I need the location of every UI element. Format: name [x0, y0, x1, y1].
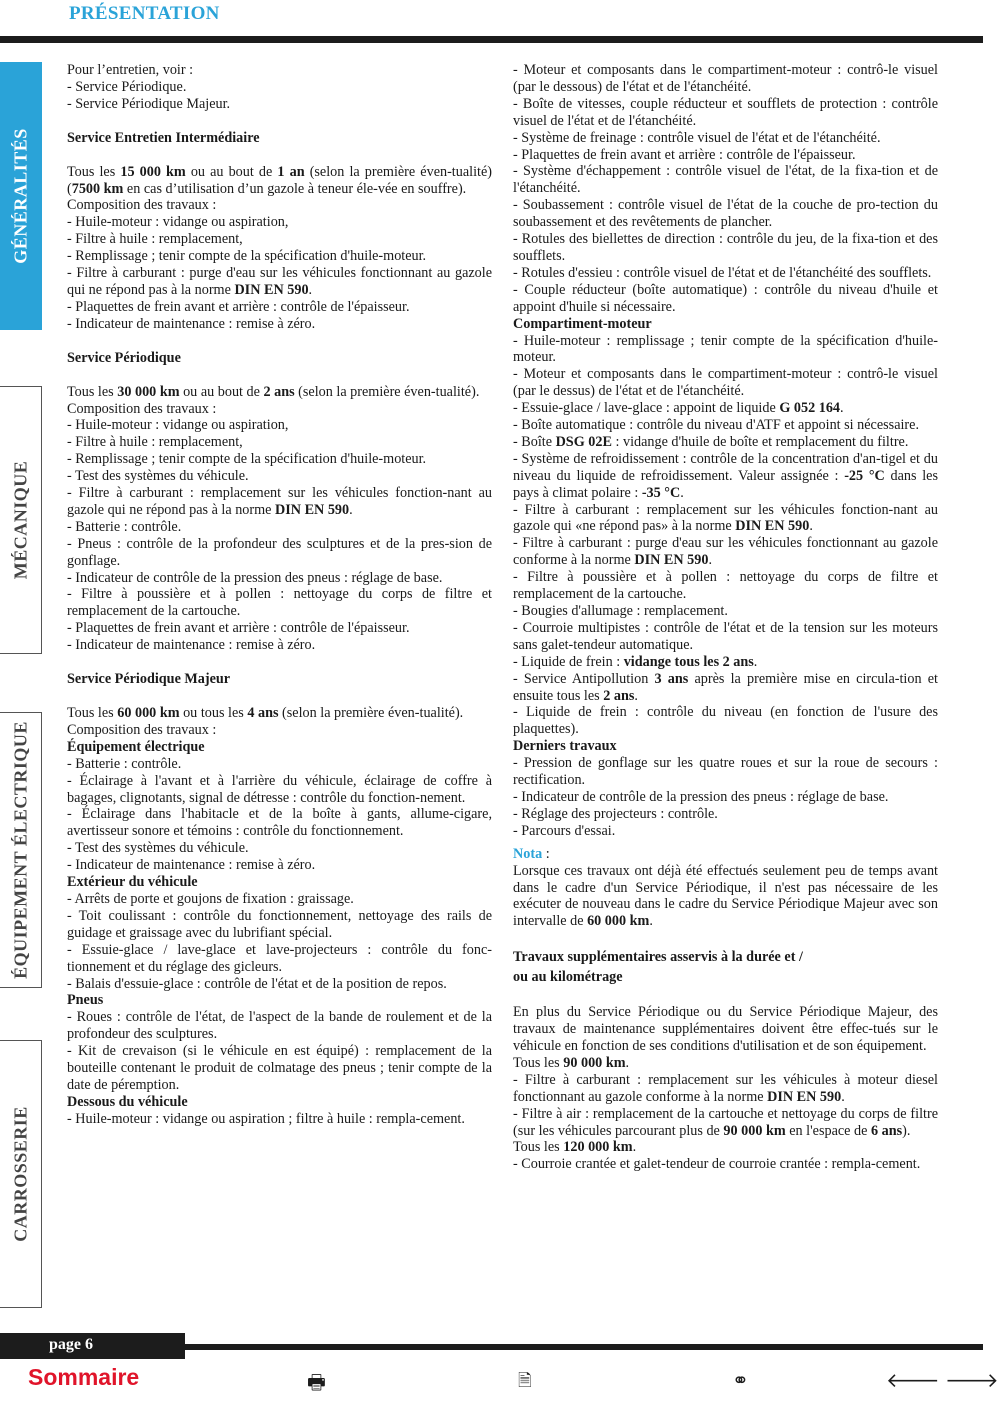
list-item: - Toit coulissant : contrôle du fonctionnement, nettoyage des rails de guidage et graissage avec du lubrifiant spécial.	[67, 907, 492, 941]
travaux-supp-title-1: Travaux supplémentaires asservis à la durée et /	[513, 949, 803, 966]
service-majeur-composition: Composition des travaux :	[67, 721, 217, 738]
list-item: - Indicateur de contrôle de la pression des pneus : réglage de base.	[67, 569, 443, 586]
list-item: - Plaquettes de frein avant et arrière : contrôle de l'épaisseur.	[513, 146, 856, 163]
list-item: - Moteur et composants dans le compartiment-moteur : contrô-le visuel (par le dessous) de l'état et de l'étanchéité.	[513, 62, 938, 95]
list-item: - Courroie multipistes : contrôle de l'état et de la tension sur les moteurs sans galet-tendeur automatique.	[513, 619, 938, 653]
list-item: Composition des travaux :	[67, 197, 217, 214]
list-item: - Huile-moteur : vidange ou aspiration,	[67, 214, 289, 231]
list-item: - Boîte de vitesses, couple réducteur et soufflets de protection : contrôle visuel de l'état et de l'étanchéité.	[513, 95, 938, 129]
text-run: .	[680, 484, 684, 501]
intro-list	[67, 62, 492, 113]
service-majeur-interval	[67, 705, 492, 722]
text-run: - Filtre à carburant : purge d'eau sur les véhicules fonctionnant au gazole conforme à la norme	[513, 535, 938, 569]
text-run: en cas d’utilisation d’un gazole à teneur éle-vée en souffre).	[123, 180, 467, 197]
washer-item	[513, 400, 938, 417]
section-title: PRÉSENTATION	[69, 3, 220, 24]
dessous-list-cont	[513, 62, 938, 316]
list-item: - Plaquettes de frein avant et arrière : contrôle de l'épaisseur.	[67, 298, 410, 315]
text-run: après la première mise en circula-tion et ensuite tous les	[513, 670, 938, 704]
text-run: Tous les	[67, 705, 118, 721]
emphasis-text: 90 000 km	[563, 1054, 626, 1071]
service-majeur-title: Service Périodique Majeur	[67, 671, 231, 688]
service-periodique-interval	[67, 384, 492, 401]
text-run: .	[708, 552, 712, 569]
emphasis-text: 3 ans	[654, 670, 689, 687]
list-item: - Filtre à huile : remplacement,	[67, 434, 243, 451]
list-item: - Bougies d'allumage : remplacement.	[513, 603, 728, 619]
text-run: Lorsque ces travaux ont déjà été effectués seulement peu de temps avant dans le cadre d'un Service Périodique, il n'est pas nécessaire de les exécuter de nouveau dans le cadre du Service Périodique Majeur avec son intervalle de	[513, 862, 938, 930]
service-periodique-fuel-filter	[67, 485, 492, 519]
binoculars-icon[interactable]: ⚭	[732, 1368, 749, 1392]
brake-fluid-item	[513, 654, 938, 671]
list-item: - Arrêts de porte et goujons de fixation : graissage.	[67, 890, 354, 907]
antipollution-item	[513, 671, 938, 705]
text-run: .	[649, 913, 653, 930]
list-item: - Balais d'essuie-glace : contrôle de l'état et de la position de repos.	[67, 975, 447, 992]
list-item: - Test des systèmes du véhicule.	[67, 468, 249, 485]
atf-item: - Boîte automatique : contrôle du niveau d'ATF et appoint si nécessaire.	[513, 417, 920, 434]
text-run: - Essuie-glace / lave-glace : appoint de liquide	[513, 400, 780, 417]
emphasis-text: 60 000 km	[117, 705, 180, 721]
text-run: Tous les	[67, 163, 121, 180]
tab-carrosserie[interactable]	[0, 1040, 42, 1308]
text-run: ou au bout de	[185, 163, 278, 180]
fuel-filter-replace-item	[513, 502, 938, 536]
text-run: - Filtre à carburant : remplacement sur les véhicules à moteur diesel fonctionnant au gazole conforme à la norme	[513, 1071, 938, 1105]
text-run: ou tous les	[179, 705, 248, 721]
list-item: - Huile-moteur : vidange ou aspiration ; filtre à huile : rempla-cement.	[67, 1110, 465, 1127]
list-item: - Soubassement : contrôle visuel de l'état de la couche de pro-tection du soubassement et des revêtements de plancher.	[513, 197, 938, 231]
service-intermediaire-title: Service Entretien Intermédiaire	[67, 129, 260, 146]
emphasis-text: DIN EN 590	[234, 281, 309, 298]
right-column	[513, 62, 938, 1173]
tab-mecanique[interactable]	[0, 386, 42, 654]
arrow-left-icon[interactable]: 🡐	[886, 1368, 940, 1392]
text-run: - Système de refroidissement : contrôle de la concentration d'an-tigel et du niveau du liquide de refroidissement. Valeur assignée :	[513, 450, 938, 484]
list-item: - Filtre à huile : remplacement,	[67, 231, 243, 248]
tab-generalites[interactable]	[0, 62, 42, 330]
derniers-travaux-title: Derniers travaux	[513, 738, 617, 755]
nota-heading	[513, 846, 938, 863]
document-search-icon[interactable]: 🗎	[518, 1371, 532, 1391]
list-item: - Parcours d'essai.	[513, 822, 616, 839]
emphasis-text: 2 ans	[263, 383, 295, 400]
text-run: .	[625, 1054, 630, 1071]
list-item: - Plaquettes de frein avant et arrière : contrôle de l'épaisseur.	[67, 620, 410, 637]
text-run: Tous les	[513, 1054, 564, 1071]
service-periodique-title: Service Périodique	[67, 349, 181, 366]
fuel-filter-90000-item	[513, 1072, 938, 1106]
emphasis-text: -35 °C	[641, 484, 681, 501]
text-run: dans les pays à climat polaire :	[513, 467, 938, 501]
list-item: - Éclairage à l'avant et à l'arrière du véhicule, éclairage de coffre à bagages, clignotants, signal de détresse : contrôle du fonction-nement.	[67, 772, 492, 806]
list-item: - Remplissage ; tenir compte de la spécification d'huile-moteur.	[67, 451, 427, 468]
list-item: - Remplissage ; tenir compte de la spécification d'huile-moteur.	[67, 248, 427, 265]
emphasis-text: -25 °C	[844, 467, 885, 484]
list-item: - Essuie-glace / lave-glace et lave-projecteurs : contrôle du fonc-tionnement et du réglage des gicleurs.	[67, 941, 492, 975]
text-run: - Boîte	[513, 433, 556, 450]
text-run: - Filtre à carburant : remplacement sur les véhicules fonction-nant au gazole qui «ne répond pas» à la norme	[513, 501, 938, 535]
text-run: ou au bout de	[179, 383, 264, 400]
arrow-right-icon[interactable]: 🡒	[945, 1368, 999, 1392]
emphasis-text: vidange tous les 2 ans	[623, 653, 754, 670]
equipement-electrique-list	[67, 756, 492, 874]
dessous-title: Dessous du véhicule	[67, 1093, 188, 1110]
service-intermediaire-list	[67, 197, 492, 265]
list-item: - Batterie : contrôle.	[67, 518, 182, 535]
tab-equipement-electrique-label: ÉQUIPEMENT ÉLECTRIQUE	[10, 721, 30, 979]
dessous-list	[67, 1111, 492, 1128]
text-run: .	[308, 281, 313, 298]
emphasis-text: 60 000 km	[587, 913, 650, 930]
derniers-travaux-list	[513, 755, 938, 840]
list-item: - Service Périodique.	[67, 78, 187, 95]
list-item: - Pression de gonflage sur les quatre roues et sur la roue de secours : rectification.	[513, 755, 938, 789]
emphasis-text: 1 an	[277, 163, 305, 180]
text-run: .	[634, 687, 638, 704]
emphasis-text: 30 000 km	[117, 383, 180, 400]
emphasis-text: 7500 km	[71, 180, 124, 197]
exterieur-list	[67, 891, 492, 992]
emphasis-text: DIN EN 590	[634, 552, 709, 569]
text-run: ).	[902, 1122, 911, 1139]
list-item: - Système de freinage : contrôle visuel de l'état et de l'étanchéité.	[513, 129, 881, 146]
text-run: .	[809, 518, 813, 535]
text-run: - Liquide de frein :	[513, 653, 624, 670]
every-90000-km	[513, 1055, 938, 1072]
page-number: page 6	[49, 1336, 93, 1353]
air-filter-item	[513, 1106, 938, 1140]
text-run: Tous les	[513, 1139, 564, 1156]
text-run: - Service Antipollution	[513, 670, 655, 687]
list-item: - Kit de crevaison (si le véhicule en est équipé) : remplacement de la bouteille contenant le produit de colmatage des pneus ; tenir compte de la date de péremption.	[67, 1043, 492, 1093]
list-item: - Moteur et composants dans le compartiment-moteur : contrô-le visuel (par le dessus) de l'état et de l'étanchéité.	[513, 366, 938, 400]
text-run: - Filtre à carburant : remplacement sur les véhicules fonction-nant au gazole qui ne répond pas à la norme	[67, 485, 492, 518]
service-intermediaire-interval	[67, 164, 492, 198]
emphasis-text: 120 000 km	[563, 1139, 633, 1156]
text-run: (selon la première éven-tualité).	[278, 705, 464, 721]
printer-icon[interactable]: 🖶	[307, 1370, 326, 1394]
list-item: - Réglage des projecteurs : contrôle.	[513, 805, 718, 822]
nota-label: Nota	[513, 845, 543, 862]
list-item: - Filtre à poussière et à pollen : nettoyage du corps de filtre et remplacement de la cartouche.	[513, 569, 938, 603]
emphasis-text: 4 ans	[247, 705, 279, 721]
list-item: - Huile-moteur : remplissage ; tenir compte de la spécification d'huile-moteur.	[513, 332, 938, 366]
list-item: - Filtre à poussière et à pollen : nettoyage du corps de filtre et remplacement de la cartouche.	[67, 586, 492, 620]
compartiment-moteur-title: Compartiment-moteur	[513, 315, 652, 332]
list-item: - Système d'échappement : contrôle visuel de l'état, de la fixa-tion et de l'étanchéité.	[513, 163, 938, 197]
nota-colon: :	[542, 845, 550, 862]
text-run: : vidange d'huile de boîte et remplacement du filtre.	[611, 433, 909, 450]
emphasis-text: 2 ans	[603, 687, 635, 704]
emphasis-text: DIN EN 590	[735, 518, 810, 535]
list-item: - Rotules des biellettes de direction : contrôle du jeu, de la fixa-tion et des soufflets.	[513, 231, 938, 264]
list-item: - Batterie : contrôle.	[67, 755, 182, 772]
timing-belt-item: - Courroie crantée et galet-tendeur de courroie crantée : rempla-cement.	[513, 1156, 921, 1173]
travaux-supp-intro: En plus du Service Périodique ou du Service Périodique Majeur, des travaux de maintenance supplémentaires doivent être effec-tués sur le véhicule en fonction de ses conditions d'utilisation et de son équipement.	[513, 1004, 938, 1055]
list-item: - Rotules d'essieu : contrôle visuel de l'état et de l'étanchéité des soufflets.	[513, 264, 932, 281]
text-run: - Filtre à air : remplacement de la cartouche et nettoyage du corps de filtre (sur les véhicules parcourant plus de	[513, 1105, 938, 1139]
text-run: en l'espace de	[785, 1122, 871, 1139]
text-run: Tous les	[67, 383, 118, 400]
service-intermediaire-fuel-filter	[67, 265, 492, 299]
exterieur-title: Extérieur du véhicule	[67, 874, 198, 891]
list-item: - Huile-moteur : vidange ou aspiration,	[67, 417, 289, 434]
list-item: Composition des travaux :	[67, 400, 217, 417]
compartiment-moteur-list-a	[513, 333, 938, 401]
text-run: .	[841, 1088, 845, 1105]
list-item: Pour l’entretien, voir :	[67, 62, 194, 78]
emphasis-text: DIN EN 590	[767, 1088, 842, 1105]
sommaire-link[interactable]: Sommaire	[28, 1364, 140, 1390]
list-item: - Indicateur de maintenance : remise à zéro.	[67, 315, 316, 332]
list-item: - Roues : contrôle de l'état, de l'aspect de la bande de roulement et de la profondeur des sculptures.	[67, 1009, 492, 1043]
list-item: - Éclairage dans l'habitacle et de la boîte à gants, allume-cigare, avertisseur sonore et témoins : contrôle du fonctionnement.	[67, 806, 492, 840]
emphasis-text: 90 000 km	[723, 1122, 786, 1139]
list-item: - Service Périodique Majeur.	[67, 95, 231, 112]
equipement-electrique-title: Équipement électrique	[67, 738, 205, 755]
list-item: - Test des systèmes du véhicule.	[67, 840, 249, 857]
list-item: - Indicateur de contrôle de la pression des pneus : réglage de base.	[513, 788, 889, 805]
emphasis-text: G 052 164	[779, 400, 841, 417]
text-run: .	[753, 653, 758, 670]
compartiment-moteur-list-b	[513, 569, 938, 654]
text-run: .	[840, 400, 844, 417]
emphasis-text: 6 ans	[870, 1122, 903, 1139]
tab-mecanique-label: MÉCANIQUE	[10, 460, 30, 580]
text-run: .	[349, 501, 353, 518]
service-intermediaire-list-end	[67, 299, 492, 333]
every-120000-km	[513, 1139, 938, 1156]
service-periodique-list	[67, 401, 492, 486]
emphasis-text: DIN EN 590	[275, 501, 350, 518]
list-item: - Couple réducteur (boîte automatique) : contrôle du niveau d'huile et appoint d'huile si nécessaire.	[513, 281, 938, 315]
cooling-item	[513, 451, 938, 502]
text-run: (selon la première éven-tualité) (	[67, 163, 492, 197]
list-item: - Indicateur de maintenance : remise à zéro.	[67, 857, 316, 874]
text-run: .	[632, 1139, 637, 1156]
list-item: - Indicateur de maintenance : remise à zéro.	[67, 637, 316, 654]
service-periodique-list-end	[67, 519, 492, 654]
tab-equipement-electrique[interactable]	[0, 712, 42, 988]
pneus-list	[67, 1009, 492, 1094]
tab-generalites-label: GÉNÉRALITÉS	[10, 128, 30, 264]
fuel-filter-purge-item	[513, 535, 938, 569]
text-run: - Filtre à carburant : purge d'eau sur les véhicules fonctionnant au gazole qui ne répond pas à la norme	[67, 265, 492, 298]
brake-level-item: - Liquide de frein : contrôle du niveau (en fonction de l'usure des plaquettes).	[513, 704, 938, 738]
travaux-supp-title-2: ou au kilométrage	[513, 969, 623, 986]
text-run: (selon la première éven-tualité).	[294, 383, 480, 400]
pneus-title: Pneus	[67, 992, 104, 1009]
tab-carrosserie-label: CARROSSERIE	[10, 1106, 30, 1242]
left-column	[67, 62, 492, 1128]
emphasis-text: DSG 02E	[555, 433, 612, 450]
nota-text	[513, 863, 938, 931]
list-item: - Pneus : contrôle de la profondeur des sculptures et de la pres-sion de gonflage.	[67, 535, 492, 569]
emphasis-text: 15 000 km	[120, 163, 186, 180]
dsg-item	[513, 434, 938, 451]
header-rule	[0, 36, 983, 43]
page-number-box	[0, 1333, 185, 1359]
